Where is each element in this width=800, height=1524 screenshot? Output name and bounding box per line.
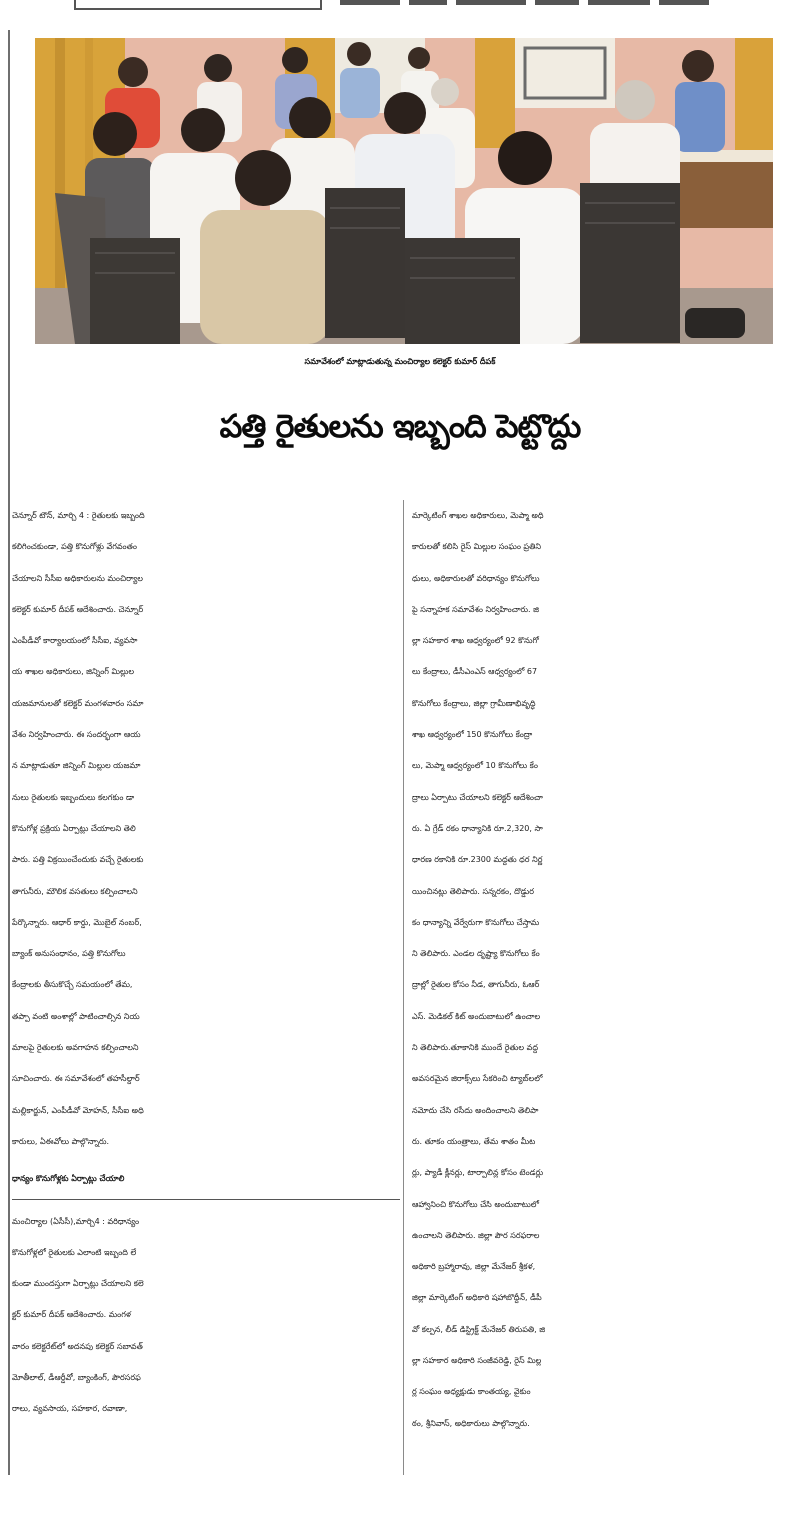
left-margin-rule xyxy=(8,30,10,1475)
text-line: ఠం, శ్రీనివాస్, అధికారులు పాల్గొన్నారు. xyxy=(412,1418,530,1428)
text-line: ఎస్. మెడికల్ కిట్ అందుబాటులో ఉంచాల xyxy=(412,1011,541,1021)
text-line: రాలు, వ్యవసాయ, సహకార, రవాణా, xyxy=(12,1404,128,1414)
text-line: మోతీలాల్, డీఆర్డీవో, బ్యాంకింగ్, పౌరసరఫ xyxy=(12,1373,141,1383)
subheading-rule xyxy=(12,1199,400,1200)
text-line: వారం కలెక్టరేట్‌లో అదనపు కలెక్టర్ సబావత్ xyxy=(12,1341,143,1351)
text-line: వేశం నిర్వహించారు. ఈ సందర్భంగా ఆయ xyxy=(12,730,141,740)
text-line: ర్లు, ప్యాడీ క్లీనర్లు, టార్పాలిన్ల కోసం టెండర్లు xyxy=(412,1168,544,1178)
text-line: ద్రాల్లో రైతుల కోసం నీడ, తాగునీరు, ఓఆర్ xyxy=(412,980,540,990)
text-line: కొనుగోళ్లలో రైతులకు ఎలాంటి ఇబ్బంది లే xyxy=(12,1247,137,1257)
text-line: కలిగించకుండా, పత్తి కొనుగోళ్లు వేగవంతం xyxy=(12,542,137,552)
clipped-box xyxy=(74,0,322,10)
text-line: యజమానులతో కలెక్టర్ మంగళవారం సమా xyxy=(12,698,144,708)
clipped-top-edge xyxy=(0,0,800,14)
text-line: కలెక్టర్ కుమార్ దీపక్ ఆదేశించారు. చెన్నూర్ xyxy=(12,604,144,614)
text-line: ఆహ్వానించి కొనుగోలు చేసి అందుబాటులో xyxy=(412,1199,539,1209)
text-line: క్టర్ కుమార్ దీపక్ ఆదేశించారు. మంగళ xyxy=(12,1310,132,1320)
subheading: ధాన్యం కొనుగోళ్లకు ఏర్పాట్లు చేయాలి xyxy=(12,1174,125,1184)
text-line: ల్లా సహకార అధికారి సంజీవరెడ్డి, రైస్ మిల్ల xyxy=(412,1356,542,1366)
text-line: రు. ఏ గ్రేడ్ రకం ధాన్యానికి రూ.2,320, సా xyxy=(412,823,543,833)
text-line: ధారణ రకానికి రూ.2300 మద్దతు ధర నిర్ణ xyxy=(412,855,543,865)
text-line: సూచించారు. ఈ సమావేశంలో తహసీల్దార్ xyxy=(12,1074,140,1084)
text-line: కొనుగోళ్ల ప్రక్రియ ఏర్పాట్లు చేయాలని తెలి xyxy=(12,823,136,833)
text-line: నులు రైతులకు ఇబ్బందులు కలగకుం డా xyxy=(12,792,135,802)
text-line: కుండా ముందస్తుగా ఏర్పాట్లు చేయాలని కలె xyxy=(12,1279,144,1289)
article-column-left xyxy=(12,500,400,1425)
text-line: అవసరమైన జిరాక్స్‌లు సేకరించి ట్యాబ్‌లలో xyxy=(412,1074,543,1084)
headline: పత్తి రైతులను ఇబ్బంది పెట్టొద్దు xyxy=(219,407,581,445)
text-line: ని తెలిపారు.తూకానికి ముందే రైతుల వద్ద xyxy=(412,1043,538,1053)
text-line: కం ధాన్యాన్ని వేర్వేరుగా కొనుగోలు చేస్తామ xyxy=(412,917,540,927)
text-line: తప్పా వంటి అంశాల్లో పాటించాల్సిన నియ xyxy=(12,1011,140,1021)
text-line: లు, మెప్మా ఆధ్వర్యంలో 10 కొనుగోలు కేం xyxy=(412,761,538,771)
text-line: తాగునీరు, మౌలిక వసతులు కల్పించాలని xyxy=(12,886,138,896)
text-line: ద్రాలు ఏర్పాటు చేయాలని కలెక్టర్ ఆదేశించా xyxy=(412,792,543,802)
text-line: పేర్కొన్నారు. ఆధార్ కార్డు, మొబైల్ నంబర్, xyxy=(12,917,142,927)
text-line: మల్లికార్జున్, ఎంపీడీవో మోహన్, సీసీఐ అధి xyxy=(12,1105,144,1115)
photo-caption: సమావేశంలో మాట్లాడుతున్న మంచిర్యాల కలెక్టర్ కుమార్ దీపక్ xyxy=(304,357,496,366)
text-line: ని తెలిపారు. ఎండల దృష్ట్యా కొనుగోలు కేం xyxy=(412,949,540,959)
text-line: ల్లా సహకార శాఖ ఆధ్వర్యంలో 92 కొనుగో xyxy=(412,636,539,646)
text-line: చేయాలని సీసీఐ అధికారులను మంచిర్యాల xyxy=(12,573,143,583)
text-line: పారు. పత్తి విక్రయించేందుకు వచ్చే రైతులకు xyxy=(12,855,144,865)
text-line: బ్యాంక్ అనుసంధానం, పత్తి కొనుగోలు xyxy=(12,949,126,959)
text-line: నమోదు చేసి రసీదు అందించాలని తెలిపా xyxy=(412,1105,539,1115)
text-line: కొనుగోలు కేంద్రాలు, జిల్లా గ్రామీణాభివృద్ధి xyxy=(412,698,536,708)
text-line: యించినట్లు తెలిపారు. సన్నరకం, దొడ్డుర xyxy=(412,886,535,896)
text-line: కేంద్రాలకు తీసుకొచ్చే సమయంలో తేమ, xyxy=(12,980,133,990)
text-line: ఎంపీడీవో కార్యాలయంలో సీసీఐ, వ్యవసా xyxy=(12,636,138,646)
photo-meeting-illustration xyxy=(35,38,773,344)
text-line: కారులతో కలిసి రైస్ మిల్లుల సంఘం ప్రతిని xyxy=(412,542,541,552)
text-line: వో కల్పన, లీడ్ డిస్ట్రిక్ట్ మేనేజర్ తిరుపతి, జి xyxy=(412,1324,546,1334)
text-line: అధికారి బ్రహ్మారావు, జిల్లా మేనేజర్ శ్రీకళ, xyxy=(412,1262,536,1272)
column-divider xyxy=(403,500,404,1475)
text-line: లు కేంద్రాలు, డీసీఎంఎస్ ఆధ్వర్యంలో 67 xyxy=(412,667,538,677)
text-line: మార్కెటింగ్ శాఖల అధికారులు, మెప్మా అధి xyxy=(412,511,544,520)
text-line: రు. తూకం యంత్రాలు, తేమ శాతం మీట xyxy=(412,1136,536,1146)
news-photo xyxy=(35,38,773,344)
text-line: మంచిర్యాల (ఏసీసీ),మార్చి4 : వరిధాన్యం xyxy=(12,1216,140,1226)
text-line: శాఖ ఆధ్వర్యంలో 150 కొనుగోలు కేంద్రా xyxy=(412,730,533,740)
text-line: జిల్లా మార్కెటింగ్ అధికారి షహాబొద్దీన్, డీపీ xyxy=(412,1293,542,1303)
text-line: ధులు, అధికారులతో వరిధాన్యం కొనుగోలు xyxy=(412,573,540,583)
text-line: మాలపై రైతులకు అవగాహన కల్పించాలని xyxy=(12,1043,139,1053)
text-line: ఉంచాలని తెలిపారు. జిల్లా పౌర సరఫరాల xyxy=(412,1230,540,1240)
text-line: య శాఖల అధికారులు, జిన్నింగ్ మిల్లుల xyxy=(12,667,135,677)
clipped-text-remnant xyxy=(340,0,760,6)
text-line: ర్ల సంఘం అధ్యక్షుడు కాంతయ్య, వైకుం xyxy=(412,1387,531,1397)
text-line: చెన్నూర్ టౌన్, మార్చి 4 : రైతులకు ఇబ్బంది xyxy=(12,511,145,520)
text-line: న మాట్లాడుతూ జిన్నింగ్ మిల్లుల యజమా xyxy=(12,761,141,771)
text-line: కారులు, ఏఈవోలు పాల్గొన్నారు. xyxy=(12,1136,110,1146)
text-line: పై సన్నాహక సమావేశం నిర్వహించారు. జి xyxy=(412,604,539,614)
article-column-right xyxy=(412,500,800,1439)
